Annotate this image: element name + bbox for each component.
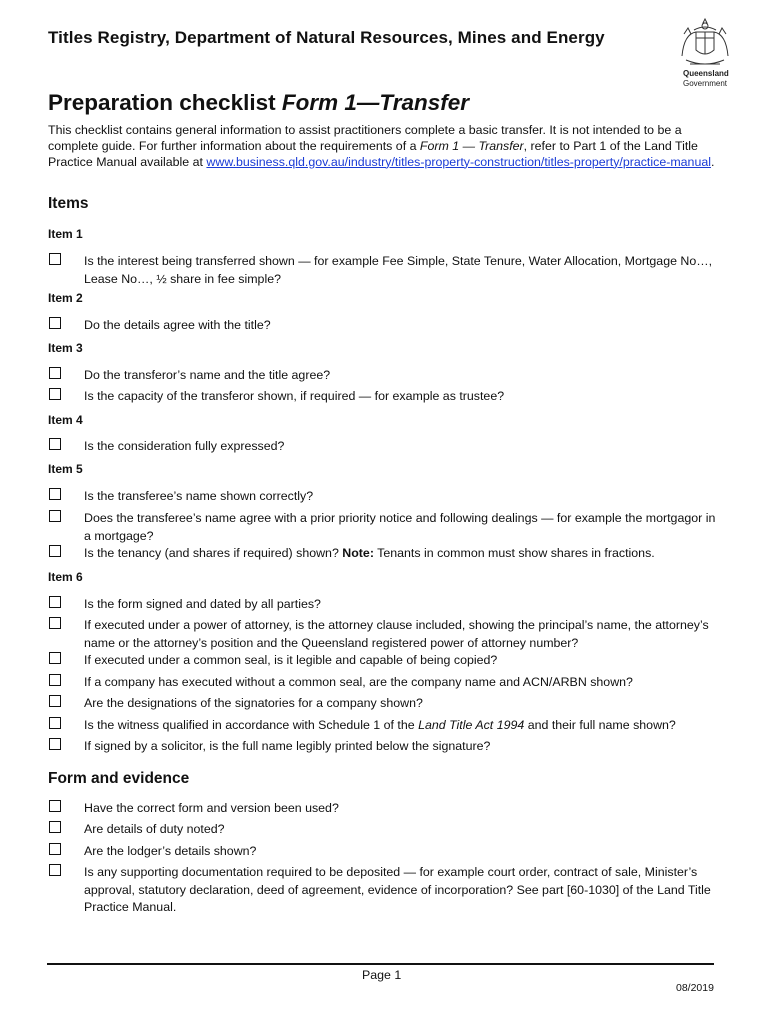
item-6-q1-checkbox[interactable] [49, 596, 61, 608]
footer-divider [47, 963, 714, 965]
item-5-heading: Item 5 [48, 462, 83, 476]
logo-text-government: Government [683, 79, 728, 88]
item-6-q6-post: and their full name shown? [524, 718, 676, 732]
item-5-q2-checkbox[interactable] [49, 510, 61, 522]
form-evidence-q4-checkbox[interactable] [49, 864, 61, 876]
form-evidence-q3-text: Are the lodger’s details shown? [84, 844, 257, 858]
item-6-q7-checkbox[interactable] [49, 738, 61, 750]
item-5-q3-text [84, 545, 724, 563]
intro-text-1: This checklist contains general information to assist practitioners complete a basic transfer. It is not intended to be a complete guide. For further information about the requirements of a [48, 123, 682, 153]
department-header: Titles Registry, Department of Natural Resources, Mines and Energy [48, 28, 605, 47]
item-3-q2-text: Is the capacity of the transferor shown, if required — for example as trustee? [84, 389, 505, 403]
item-5-q3-note: Note: [342, 546, 374, 560]
item-6-q2-checkbox[interactable] [49, 617, 61, 629]
form-evidence-heading: Form and evidence [48, 770, 190, 787]
page-title-form: Form 1—Transfer [281, 90, 470, 115]
item-5-q1-checkbox[interactable] [49, 488, 61, 500]
item-6-q7-text: If signed by a solicitor, is the full name legibly printed below the signature? [84, 739, 491, 753]
form-evidence-q2-text: Are details of duty noted? [84, 822, 225, 836]
intro-paragraph [48, 123, 720, 170]
item-1-q1-text: Is the interest being transferred shown — for example Fee Simple, State Tenure, Water Allocation, Mortgage No…, Lease No…, ½ share in fee simple? [84, 254, 713, 286]
item-4-q1-checkbox[interactable] [49, 438, 61, 450]
intro-text-2: , refer to Part 1 of the Land Title Practice Manual available at [48, 138, 698, 169]
item-5-q1-text: Is the transferee’s name shown correctly? [84, 489, 314, 503]
item-4-q1-text: Is the consideration fully expressed? [84, 439, 285, 453]
practice-manual-link[interactable]: www.business.qld.gov.au/industry/titles-property-construction/titles-property/practice-manual [206, 154, 711, 169]
item-2-q1-checkbox[interactable] [49, 317, 61, 329]
page-title [48, 90, 469, 116]
item-3-q1-text: Do the transferor’s name and the title agree? [84, 368, 331, 382]
item-3-q2-checkbox[interactable] [49, 388, 61, 400]
item-6-q3-text: If executed under a common seal, is it legible and capable of being copied? [84, 653, 498, 667]
item-6-q6-checkbox[interactable] [49, 717, 61, 729]
item-1-heading: Item 1 [48, 227, 83, 241]
item-4-heading: Item 4 [48, 413, 83, 427]
form-evidence-q1-text: Have the correct form and version been used? [84, 801, 339, 815]
item-5-q3-pre: Is the tenancy (and shares if required) shown? [84, 546, 343, 560]
item-6-q4-checkbox[interactable] [49, 674, 61, 686]
item-6-q5-checkbox[interactable] [49, 695, 61, 707]
intro-form-ref: Form 1 — Transfer [419, 138, 524, 153]
form-evidence-q2-checkbox[interactable] [49, 821, 61, 833]
item-5-q3-post: Tenants in common must show shares in fractions. [373, 546, 655, 560]
footer-date: 08/2019 [676, 982, 714, 994]
items-heading: Items [48, 195, 89, 212]
item-6-q1-text: Is the form signed and dated by all parties? [84, 597, 321, 611]
form-evidence-q3-checkbox[interactable] [49, 843, 61, 855]
form-evidence-q1-checkbox[interactable] [49, 800, 61, 812]
item-6-q6-act: Land Title Act 1994 [418, 718, 525, 732]
item-6-q6-text [84, 717, 724, 735]
item-3-heading: Item 3 [48, 341, 83, 355]
item-3-q1-checkbox[interactable] [49, 367, 61, 379]
item-2-q1-text: Do the details agree with the title? [84, 318, 271, 332]
item-1-q1-checkbox[interactable] [49, 253, 61, 265]
page-number: Page 1 [362, 968, 402, 982]
item-5-q3-checkbox[interactable] [49, 545, 61, 557]
intro-text-3: . [710, 154, 715, 169]
item-6-heading: Item 6 [48, 570, 83, 584]
logo-text-queensland: Queensland [683, 69, 729, 78]
item-6-q6-pre: Is the witness qualified in accordance with Schedule 1 of the [84, 718, 419, 732]
page-title-main: Preparation checklist [48, 90, 282, 115]
item-6-q3-checkbox[interactable] [49, 652, 61, 664]
item-5-q2-text: Does the transferee’s name agree with a prior priority notice and following dealings — for example the mortgagor in a mortgage? [84, 511, 716, 543]
item-6-q5-text: Are the designations of the signatories for a company shown? [84, 696, 423, 710]
item-6-q2-text: If executed under a power of attorney, is the attorney clause included, showing the principal’s name, the attorney’s name or the attorney’s position and the Queensland registered power of attorney number? [84, 618, 709, 650]
item-6-q4-text: If a company has executed without a common seal, are the company name and ACN/ARBN shown? [84, 675, 633, 689]
form-evidence-q4-text: Is any supporting documentation required to be deposited — for example court order, contract of sale, Minister’s approval, statutory declaration, deed of agreement, evidence of incorporation? See part [60-1030] of the Land Title Practice Manual. [84, 865, 711, 914]
item-2-heading: Item 2 [48, 291, 83, 305]
queensland-crest-logo [676, 16, 734, 70]
